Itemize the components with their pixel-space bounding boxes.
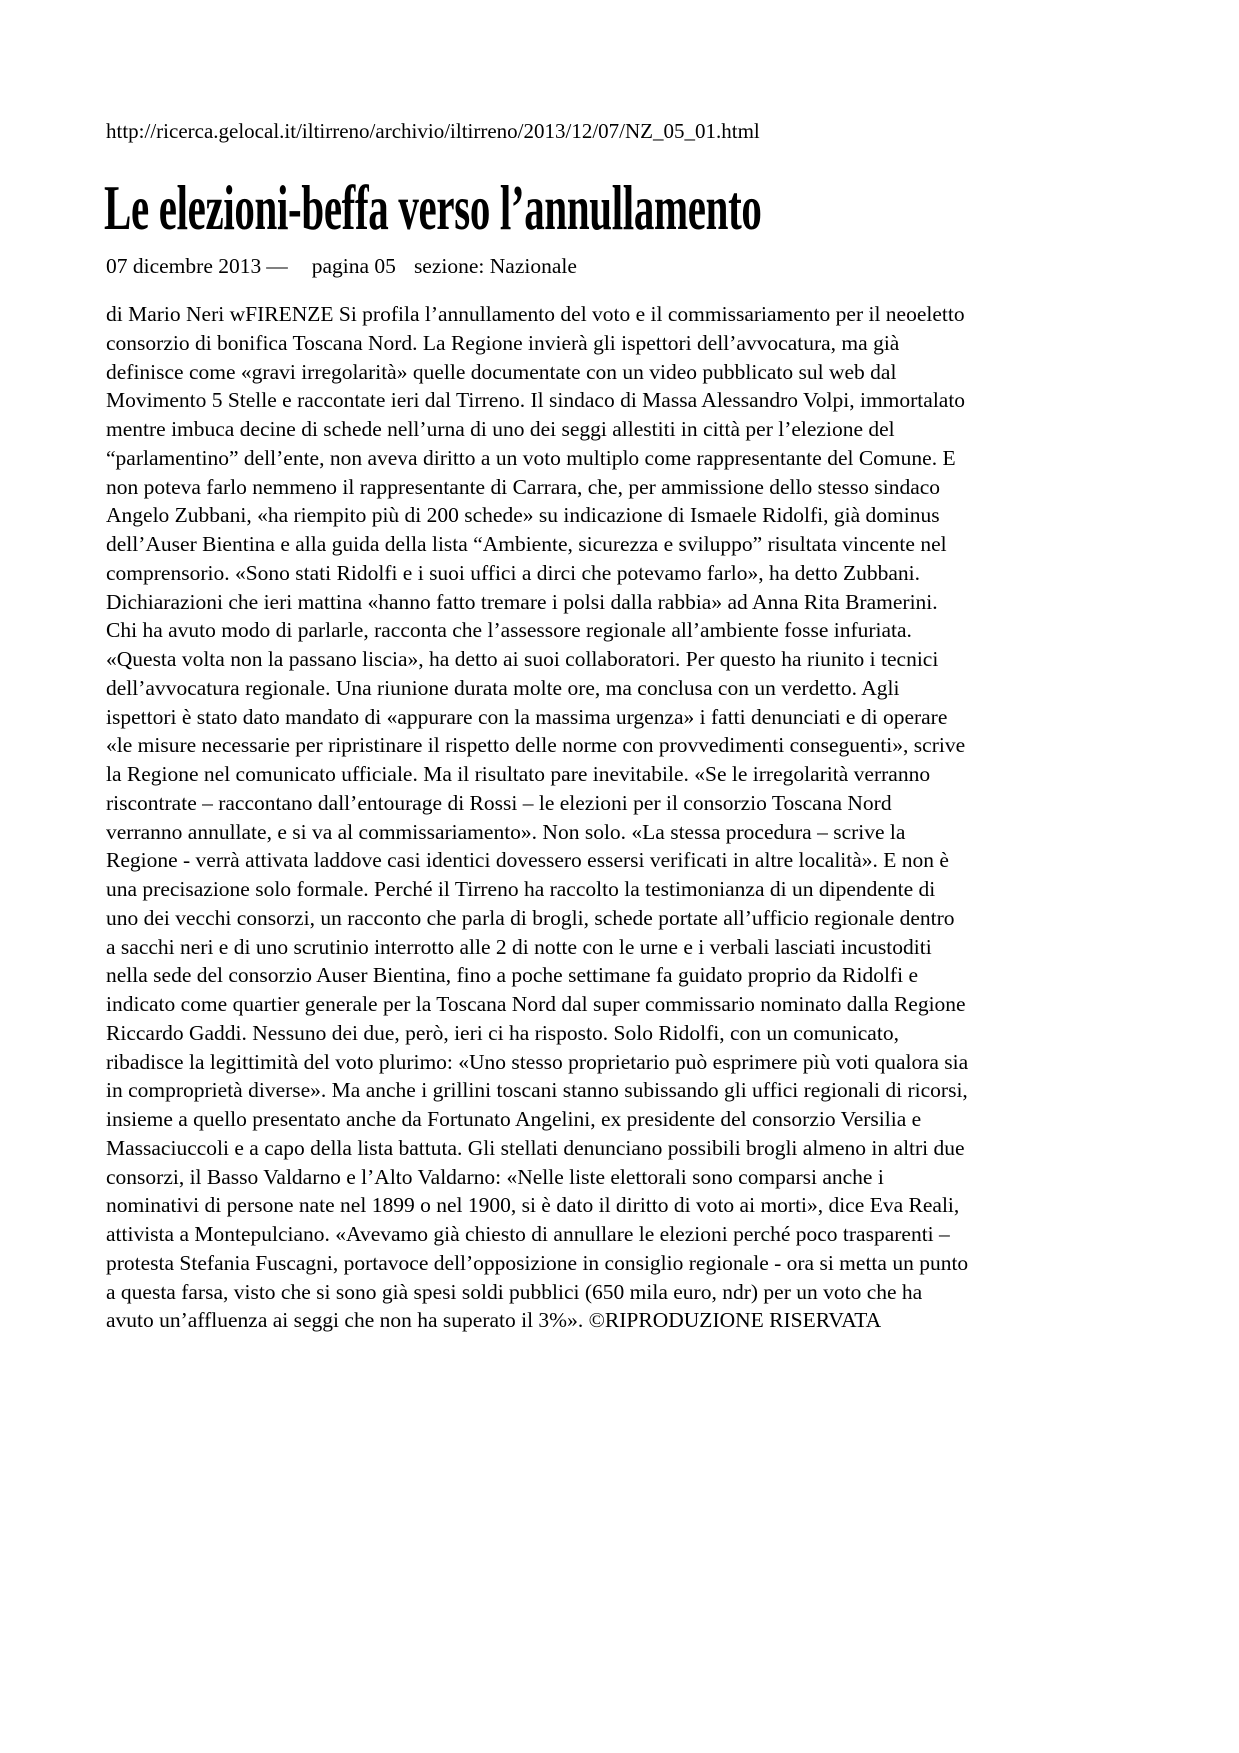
dateline-section: sezione: Nazionale — [413, 254, 577, 278]
body-line: non poteva farlo nemmeno il rappresentante di Carrara, che, per ammissione dello stesso sindaco — [106, 474, 941, 499]
body-line: avuto un’affluenza ai seggi che non ha superato il 3%». ©RIPRODUZIONE RISERVATA — [106, 1308, 882, 1333]
body-line: ribadisce la legittimità del voto plurimo: «Uno stesso proprietario può esprimere più voti qualora sia — [106, 1049, 969, 1074]
body-line: uno dei vecchi consorzi, un racconto che parla di brogli, schede portate all’ufficio regionale dentro — [106, 905, 955, 930]
body-line: «Questa volta non la passano liscia», ha detto ai suoi collaboratori. Per questo ha riunito i tecnici — [106, 647, 939, 671]
body-line: indicato come quartier generale per la Toscana Nord dal super commissario nominato dalla Regione — [106, 992, 966, 1016]
body-line: a sacchi neri e di uno scrutinio interrotto alle 2 di notte con le urne e i verbali lasciati incustoditi — [106, 934, 932, 959]
dateline-date: 07 dicembre 2013 — [106, 254, 262, 278]
body-line: dell’avvocatura regionale. Una riunione durata molte ore, ma conclusa con un verdetto. Agli — [106, 675, 900, 700]
article-dateline — [106, 254, 577, 280]
body-line: protesta Stefania Fuscagni, portavoce dell’opposizione in consiglio regionale - ora si metta un punto — [106, 1250, 969, 1275]
body-line: nella sede del consorzio Auser Bientina, fino a poche settimane fa guidato proprio da Ridolfi e — [106, 963, 918, 988]
article-title: Le elezioni-beffa verso l’annullamento — [104, 173, 762, 243]
source-url: http://ricerca.gelocal.it/iltirreno/archivio/iltirreno/2013/12/07/NZ_05_01.html — [106, 119, 760, 143]
article-body — [106, 300, 1166, 1335]
body-line: Angelo Zubbani, «ha riempito più di 200 schede» su indicazione di Ismaele Ridolfi, già dominus — [106, 503, 940, 528]
dateline-dash: — — [266, 254, 288, 278]
body-line: ispettori è stato dato mandato di «appurare con la massima urgenza» i fatti denunciati e di operare — [106, 704, 948, 729]
body-line: nominativi di persone nate nel 1899 o nel 1900, si è dato il diritto di voto ai morti», dice Eva Reali, — [106, 1193, 960, 1218]
body-line: una precisazione solo formale. Perché il Tirreno ha raccolto la testimonianza di un dipendente di — [106, 877, 936, 901]
body-line: in comproprietà diverse». Ma anche i grillini toscani stanno subissando gli uffici regionali di ricorsi, — [106, 1078, 968, 1103]
body-line: mentre imbuca decine di schede nell’urna di uno dei seggi allestiti in città per l’elezione del — [106, 417, 895, 441]
body-line: di Mario Neri wFIRENZE Si profila l’annullamento del voto e il commissariamento per il neoeletto — [106, 302, 965, 326]
body-line: Movimento 5 Stelle e raccontate ieri dal Tirreno. Il sindaco di Massa Alessandro Volpi, immortalato — [106, 388, 966, 413]
body-line: Massaciuccoli e a capo della lista battuta. Gli stellati denunciano possibili brogli almeno in altri due — [106, 1135, 965, 1160]
body-line: Chi ha avuto modo di parlarle, racconta che l’assessore regionale all’ambiente fosse infuriata. — [106, 618, 912, 643]
body-line: attivista a Montepulciano. «Avevamo già chiesto di annullare le elezioni perché poco trasparenti – — [106, 1222, 950, 1246]
body-line: a questa farsa, visto che si sono già spesi soldi pubblici (650 mila euro, ndr) per un voto che ha — [106, 1279, 923, 1304]
body-line: “parlamentino” dell’ente, non aveva diritto a un voto multiplo come rappresentante del Comune. E — [106, 445, 956, 470]
dateline-page: pagina 05 — [311, 254, 396, 278]
body-line: «le misure necessarie per ripristinare il rispetto delle norme con provvedimenti conseguenti», scrive — [106, 733, 966, 758]
body-line: comprensorio. «Sono stati Ridolfi e i suoi uffici a dirci che potevamo farlo», ha detto Zubbani. — [106, 560, 921, 585]
body-line: verranno annullate, e si va al commissariamento». Non solo. «La stessa procedura – scrive la — [106, 819, 906, 844]
body-line: riscontrate – raccontano dall’entourage di Rossi – le elezioni per il consorzio Toscana Nord — [106, 790, 892, 815]
body-line: Regione - verrà attivata laddove casi identici dovessero essersi verificati in altre località». E non è — [106, 848, 949, 873]
body-line: Dichiarazioni che ieri mattina «hanno fatto tremare i polsi dalla rabbia» ad Anna Rita Bramerini. — [106, 589, 938, 614]
body-line: la Regione nel comunicato ufficiale. Ma il risultato pare inevitabile. «Se le irregolarità verranno — [106, 762, 931, 786]
body-line: dell’Auser Bientina e alla guida della lista “Ambiente, sicurezza e sviluppo” risultata vincente nel — [106, 532, 947, 556]
body-line: insieme a quello presentato anche da Fortunato Angelini, ex presidente del consorzio Versilia e — [106, 1107, 922, 1131]
body-line: Riccardo Gaddi. Nessuno dei due, però, ieri ci ha risposto. Solo Ridolfi, con un comunicato, — [106, 1020, 899, 1045]
body-line: definisce come «gravi irregolarità» quelle documentate con un video pubblicato sul web dal — [106, 359, 897, 384]
body-line: consorzi, il Basso Valdarno e l’Alto Valdarno: «Nelle liste elettorali sono comparsi anche i — [106, 1164, 884, 1189]
body-line: consorzio di bonifica Toscana Nord. La Regione invierà gli ispettori dell’avvocatura, ma già — [106, 330, 900, 355]
